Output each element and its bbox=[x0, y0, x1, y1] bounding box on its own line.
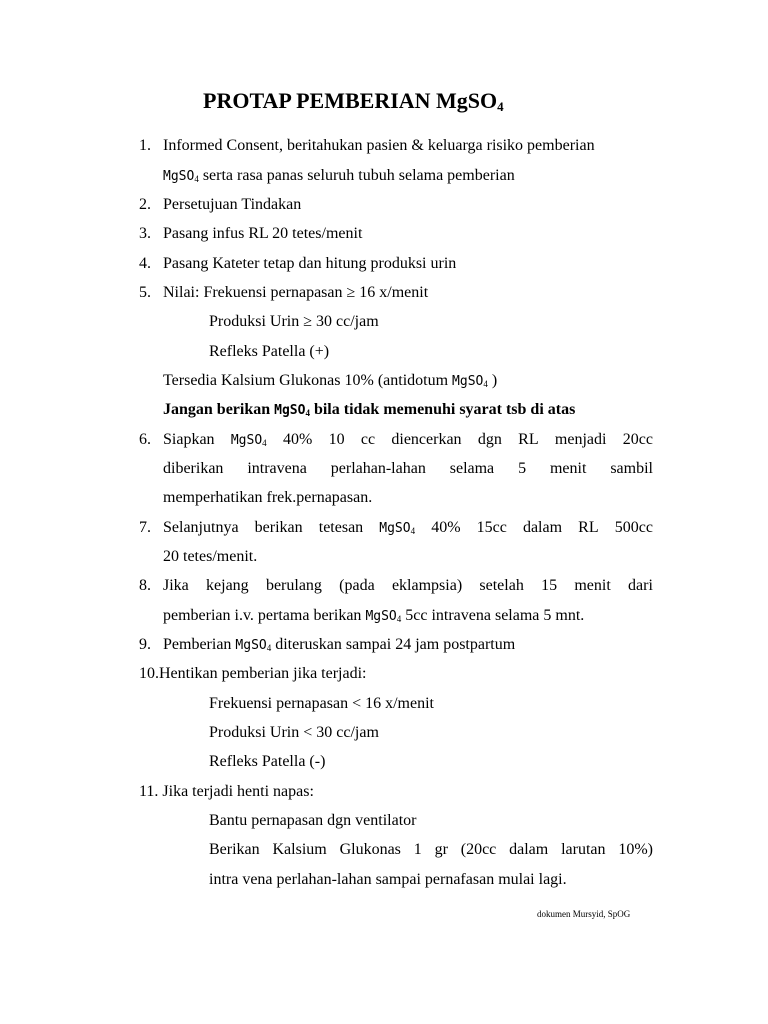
word: dgn bbox=[477, 431, 502, 448]
item-number: 2. bbox=[139, 196, 151, 213]
word: eklampsia) bbox=[391, 577, 463, 594]
title-text: PROTAP PEMBERIAN MgSO bbox=[203, 88, 498, 113]
item-number: 1. bbox=[139, 137, 151, 154]
item-text: Informed Consent, beritahukan pasien & keluarga risiko pemberian bbox=[163, 137, 595, 154]
action-calcium-line-2: intra vena perlahan-lahan sampai pernafasan mulai lagi. bbox=[209, 871, 567, 888]
word: kejang bbox=[206, 577, 249, 594]
stop-criterion-urine: Produksi Urin < 30 cc/jam bbox=[209, 724, 379, 741]
item-number: 6. bbox=[139, 431, 151, 448]
item-text: Pemberian bbox=[163, 636, 236, 653]
word: 20cc bbox=[622, 431, 653, 448]
word: diberikan bbox=[163, 460, 224, 477]
document-footer: dokumen Mursyid, SpOG bbox=[537, 909, 631, 919]
word: (20cc bbox=[460, 841, 497, 858]
chem-formula: MgSO bbox=[235, 638, 267, 653]
item-number: 3. bbox=[139, 225, 151, 242]
list-item-6-line-3: memperhatikan frek.pernapasan. bbox=[163, 489, 373, 506]
word: 500cc bbox=[614, 519, 653, 536]
chem-formula: MgSO bbox=[365, 609, 397, 624]
item-text: Tersedia Kalsium Glukonas 10% (antidotum bbox=[163, 372, 453, 389]
word: 10 bbox=[328, 431, 345, 448]
item-number: 5. bbox=[139, 284, 151, 301]
item-text: Persetujuan Tindakan bbox=[163, 196, 302, 213]
item-number: 7. bbox=[139, 519, 151, 536]
word: perlahan-lahan bbox=[330, 460, 426, 477]
word: larutan bbox=[561, 841, 606, 858]
word: selama bbox=[449, 460, 495, 477]
list-item-7-line-1 bbox=[163, 518, 653, 541]
word: menjadi bbox=[554, 431, 607, 448]
item-number: 8. bbox=[139, 577, 151, 594]
list-item-6-line-1 bbox=[163, 430, 653, 453]
word: 1 bbox=[413, 841, 422, 858]
word: 15 bbox=[541, 577, 558, 594]
item-text: diteruskan sampai 24 jam postpartum bbox=[271, 636, 516, 653]
title-subscript: 4 bbox=[497, 99, 504, 114]
word: 10%) bbox=[618, 841, 653, 858]
word: 15cc bbox=[476, 519, 507, 536]
list-item-6-line-2 bbox=[163, 459, 653, 479]
chem-formula-text: MgSO bbox=[230, 433, 263, 448]
item-text: 5cc intravena selama 5 mnt. bbox=[401, 607, 585, 624]
document-title bbox=[203, 86, 504, 122]
stop-criterion-breathing: Frekuensi pernapasan < 16 x/menit bbox=[209, 695, 434, 712]
item-text: ) bbox=[487, 372, 498, 389]
word: Berikan bbox=[209, 841, 260, 858]
item-text: Pasang Kateter tetap dan hitung produksi urin bbox=[163, 255, 457, 272]
stop-criterion-patella: Refleks Patella (-) bbox=[209, 753, 326, 770]
list-item-7-line-2: 20 tetes/menit. bbox=[163, 548, 258, 565]
list-item-8-line-2 bbox=[163, 606, 584, 629]
chem-formula-text: MgSO bbox=[379, 521, 411, 536]
word: diencerkan bbox=[391, 431, 462, 448]
word: tetesan bbox=[318, 519, 364, 536]
word: Siapkan bbox=[163, 431, 215, 448]
chem-subscript: 4 bbox=[266, 643, 272, 653]
item-number: 9. bbox=[139, 636, 151, 653]
chem-formula: MgSO bbox=[274, 403, 306, 418]
chem-subscript: 4 bbox=[305, 408, 310, 418]
word: 5 bbox=[518, 460, 527, 477]
chem-subscript: 4 bbox=[396, 614, 402, 624]
list-item-10: 10.Hentikan pemberian jika terjadi: bbox=[139, 665, 367, 682]
item-text: Nilai: Frekuensi pernapasan ≥ 16 x/menit bbox=[163, 284, 429, 301]
word: dari bbox=[628, 577, 653, 594]
word: gr bbox=[434, 841, 448, 858]
word: sambil bbox=[610, 460, 653, 477]
action-calcium-line-1 bbox=[209, 840, 653, 860]
word: 40% bbox=[282, 431, 313, 448]
chem-subscript: 4 bbox=[262, 438, 267, 448]
antidote-note bbox=[163, 371, 497, 394]
chem-subscript: 4 bbox=[194, 174, 199, 184]
word: cc bbox=[360, 431, 376, 448]
chem-subscript: 4 bbox=[410, 526, 416, 536]
item-text: serta rasa panas seluruh tubuh selama pemberian bbox=[198, 167, 515, 184]
item-text: Pasang infus RL 20 tetes/menit bbox=[163, 225, 363, 242]
criterion-patella: Refleks Patella (+) bbox=[209, 343, 330, 360]
word: menit bbox=[549, 460, 587, 477]
word: setelah bbox=[479, 577, 524, 594]
word: menit bbox=[574, 577, 611, 594]
word: dalam bbox=[509, 841, 549, 858]
chem-formula bbox=[379, 518, 415, 541]
word: Selanjutnya bbox=[163, 519, 239, 536]
item-text: bila tidak memenuhi syarat tsb di atas bbox=[309, 401, 576, 418]
word: (pada bbox=[339, 577, 375, 594]
word: 40% bbox=[431, 519, 461, 536]
word: RL bbox=[518, 431, 539, 448]
word: berulang bbox=[265, 577, 322, 594]
word: berikan bbox=[254, 519, 303, 536]
word: intravena bbox=[247, 460, 307, 477]
word: Jika bbox=[163, 577, 189, 594]
warning-note bbox=[163, 400, 575, 423]
item-number: 4. bbox=[139, 255, 151, 272]
word: Glukonas bbox=[339, 841, 401, 858]
criterion-urine: Produksi Urin ≥ 30 cc/jam bbox=[209, 313, 379, 330]
word: Kalsium bbox=[272, 841, 327, 858]
chem-formula bbox=[231, 430, 267, 453]
item-text: pemberian i.v. pertama berikan bbox=[163, 607, 366, 624]
list-item-1-cont bbox=[163, 166, 515, 189]
chem-subscript: 4 bbox=[483, 379, 488, 389]
chem-formula: MgSO bbox=[452, 374, 484, 389]
list-item-11: 11. Jika terjadi henti napas: bbox=[139, 783, 314, 800]
action-ventilator: Bantu pernapasan dgn ventilator bbox=[209, 812, 417, 829]
item-content bbox=[163, 635, 515, 658]
list-item-8-line-1 bbox=[163, 576, 653, 596]
item-text: Jangan berikan bbox=[163, 401, 275, 418]
word: RL bbox=[578, 519, 599, 536]
word: dalam bbox=[522, 519, 563, 536]
chem-formula: MgSO bbox=[163, 169, 195, 184]
